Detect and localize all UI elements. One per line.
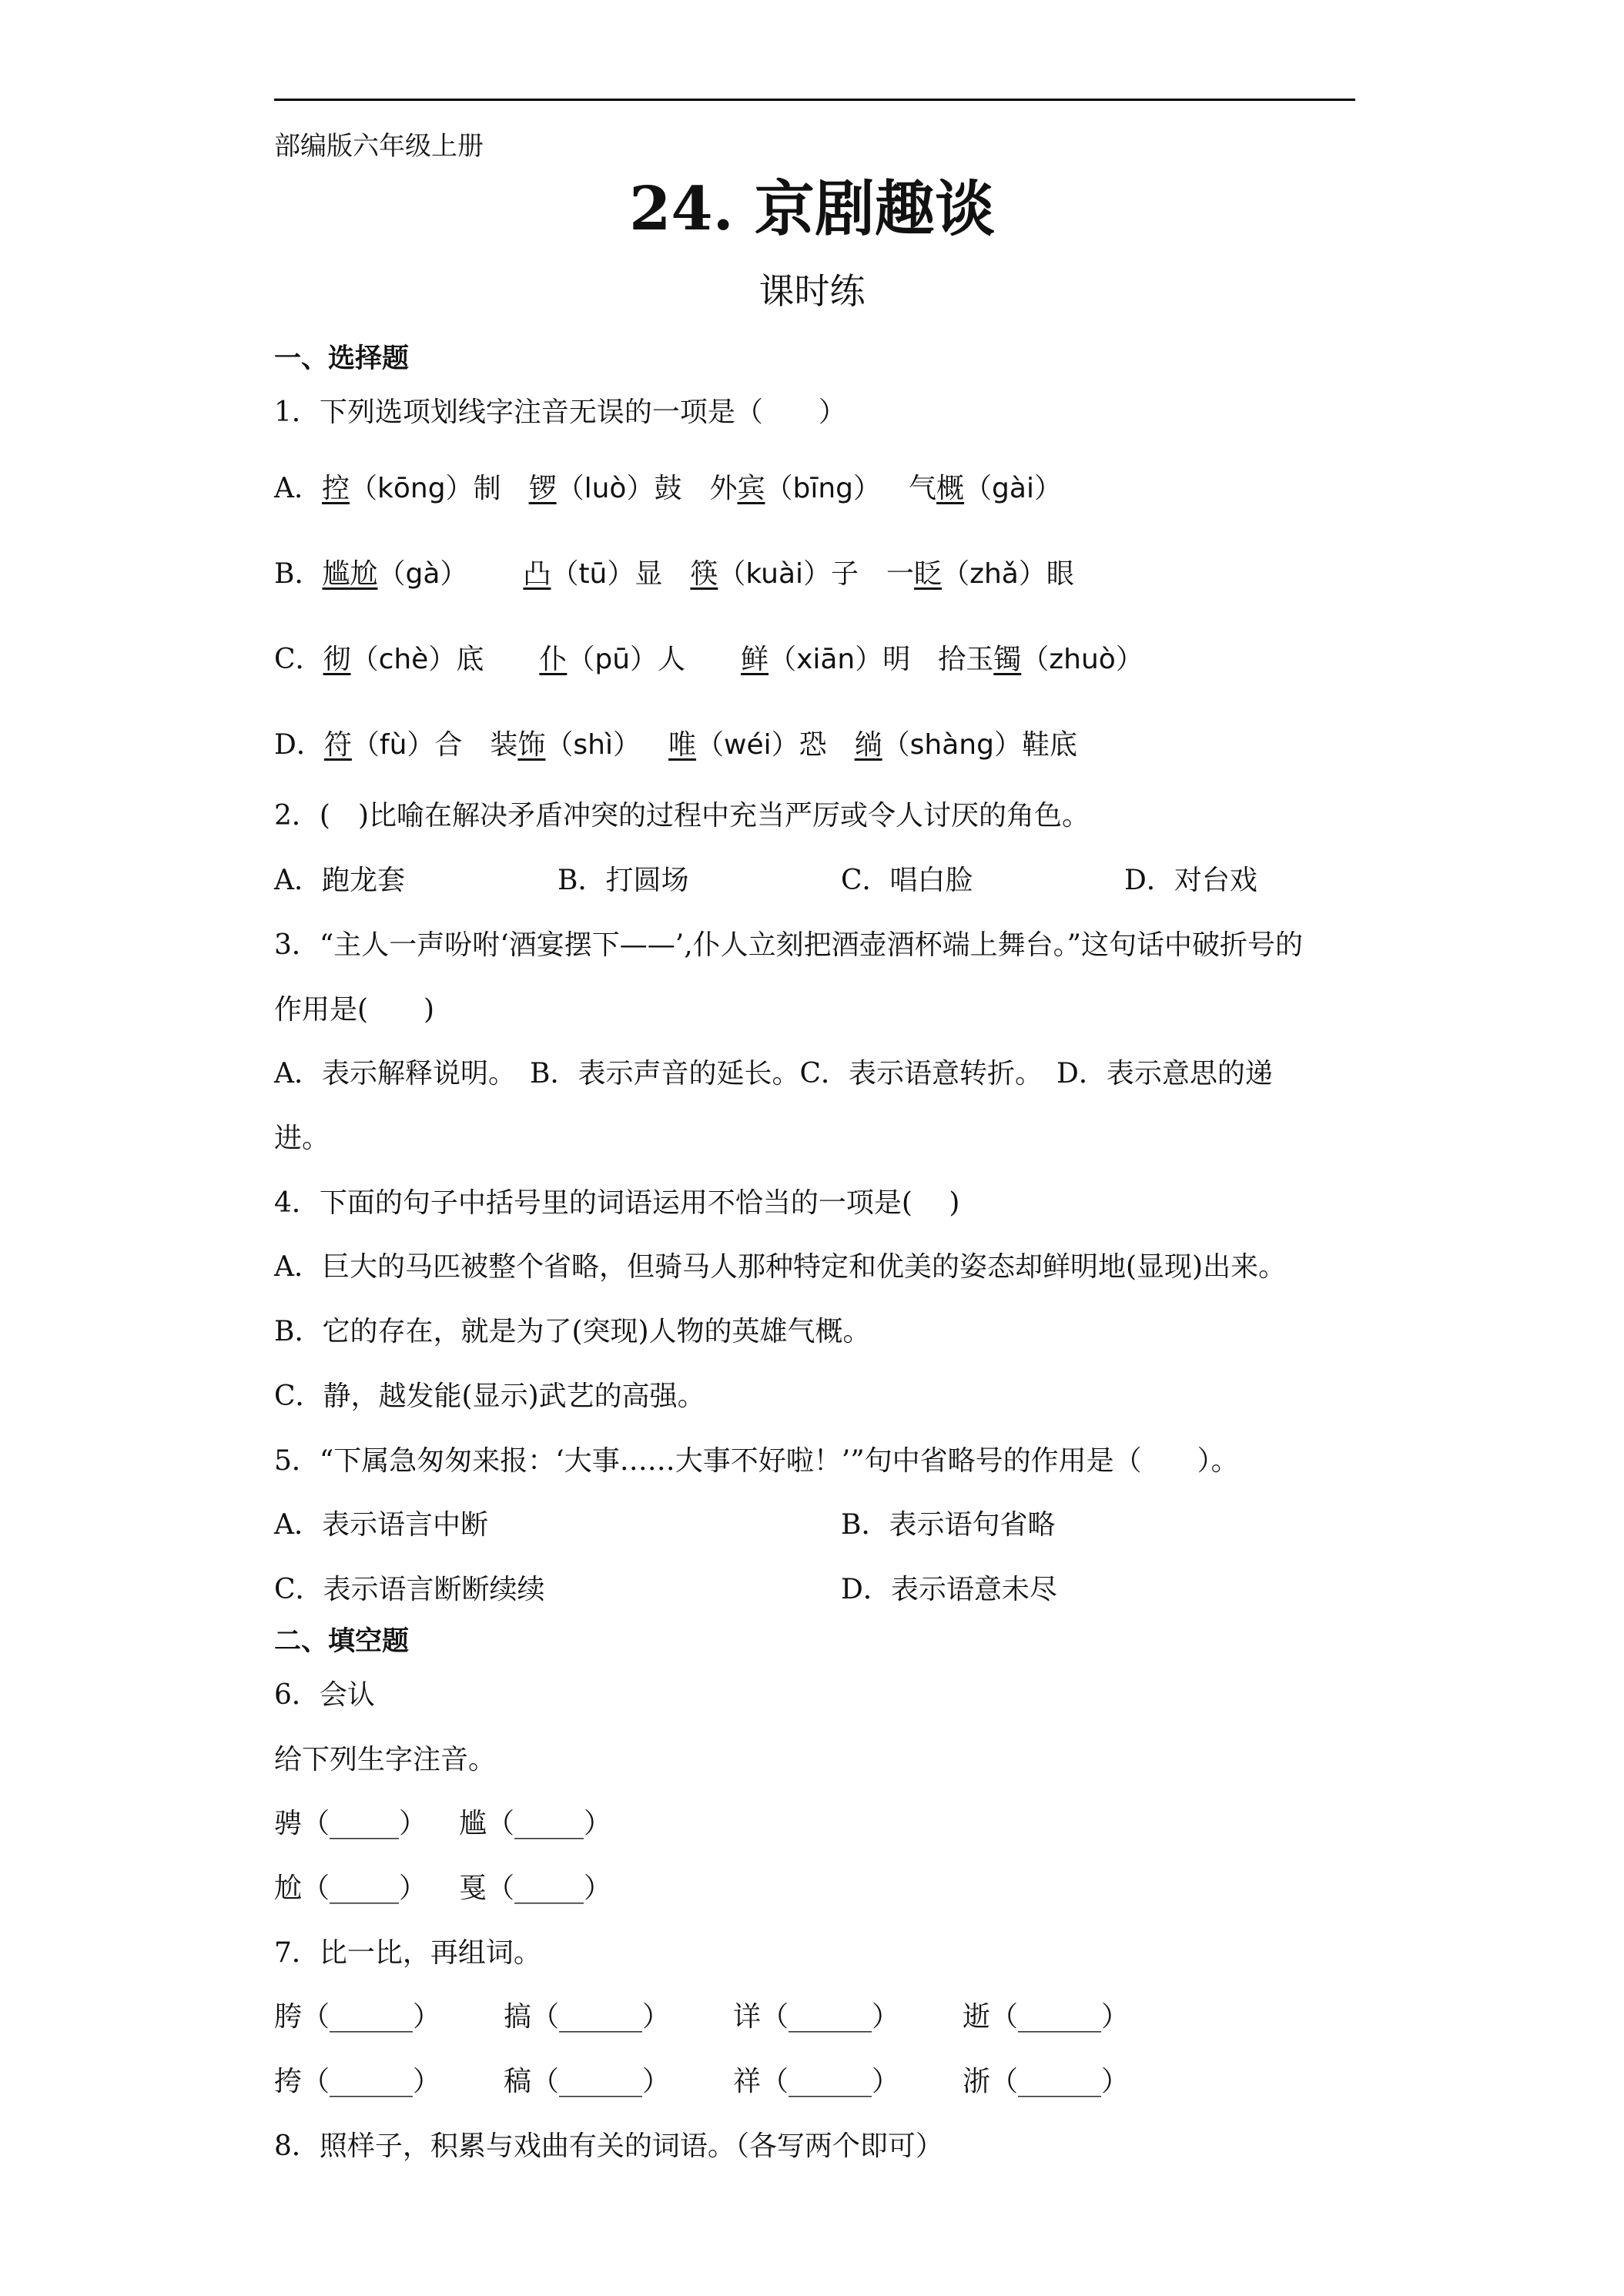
- option-label: B．: [274, 558, 323, 590]
- question-1-option-c: [274, 643, 1143, 677]
- underlined-char: 彻: [323, 644, 351, 675]
- pinyin: （kōng）: [350, 473, 474, 504]
- option-label: C．: [274, 644, 323, 675]
- pinyin: （pū）: [567, 644, 658, 675]
- underlined-char: 凸: [523, 558, 551, 590]
- pinyin: （zhuò）: [1021, 644, 1143, 675]
- question-4-option-a: A．巨大的马匹被整个省略，但骑马人那种特定和优美的姿态却鲜明地(显现)出来。: [274, 1251, 1287, 1283]
- question-2-option-c: C．唱白脸: [841, 865, 973, 896]
- option-text: 显: [635, 558, 691, 590]
- question-2-option-b: B．打圆场: [558, 865, 689, 896]
- pinyin: （tū）: [551, 558, 635, 590]
- question-3-options: A．表示解释说明。 B．表示声音的延长。C．表示语意转折。 D．表示意思的递: [274, 1058, 1273, 1089]
- underlined-char: 宾: [737, 473, 765, 504]
- question-5-option-a: A．表示语言中断: [274, 1509, 488, 1541]
- question-7-stem: 7．比一比，再组词。: [274, 1937, 541, 1969]
- underlined-char: 控: [322, 473, 350, 504]
- question-5-option-c: C．表示语言断断续续: [274, 1574, 545, 1605]
- option-text: 鞋底: [1021, 729, 1077, 761]
- underlined-char: 仆: [539, 644, 568, 675]
- option-label: D．: [274, 729, 324, 761]
- question-3-stem: 3．“主人一声吩咐‘酒宴摆下——’,仆人立刻把酒壶酒杯端上舞台。”这句话中破折号的: [274, 929, 1304, 961]
- underlined-char: 筷: [690, 558, 718, 590]
- option-text: 人: [658, 644, 742, 675]
- pinyin: （fù）: [351, 729, 435, 761]
- question-5-stem: 5．“下属急匆匆来报：‘大事……大事不好啦！’”句中省略号的作用是（ ）。: [274, 1445, 1239, 1477]
- question-4-option-c: C．静，越发能(显示)武艺的高强。: [274, 1381, 705, 1412]
- underlined-char: 概: [936, 473, 965, 504]
- question-5-option-d: D．表示语意未尽: [841, 1574, 1057, 1605]
- question-2-option-d: D．对台戏: [1124, 865, 1257, 896]
- question-5-option-b: B．表示语句省略: [841, 1509, 1056, 1541]
- question-6-instruction: 给下列生字注音。: [274, 1744, 497, 1776]
- pinyin: （bīng）: [765, 473, 882, 504]
- pinyin: （wéi）: [696, 729, 799, 761]
- question-6-blank[interactable]: 戛（_____）: [459, 1873, 612, 1904]
- underlined-char: 锣: [528, 473, 557, 504]
- underlined-char: 镯: [993, 644, 1022, 675]
- question-1-option-a: [274, 472, 1062, 506]
- option-label: A．: [274, 473, 322, 504]
- pinyin: （shì）: [545, 729, 641, 761]
- pinyin: （luò）: [556, 473, 655, 504]
- book-label: 部编版六年级上册: [274, 131, 484, 162]
- option-text: [641, 728, 668, 762]
- page-title: 24. 京剧趣谈: [629, 174, 995, 244]
- question-4-option-b: B．它的存在，就是为了(突现)人物的英雄气概。: [274, 1316, 871, 1347]
- underlined-char: 尴尬: [322, 558, 378, 590]
- pinyin: （gài）: [964, 473, 1062, 504]
- option-text: 制: [473, 473, 529, 504]
- section-heading-choice: 一、选择题: [274, 343, 410, 374]
- underlined-char: 鲜: [741, 644, 769, 675]
- option-text: [467, 557, 523, 591]
- underlined-char: 符: [323, 729, 352, 761]
- question-4-stem: 4．下面的句子中括号里的词语运用不恰当的一项是( ): [274, 1187, 960, 1219]
- pinyin: （kuài）: [718, 558, 832, 590]
- option-text: 恐: [799, 729, 855, 761]
- underlined-char: 饰: [517, 729, 546, 761]
- question-7-blank[interactable]: 祥（______）: [733, 2066, 900, 2097]
- question-7-blank[interactable]: 详（______）: [733, 2001, 900, 2033]
- question-7-blank[interactable]: 胯（______）: [274, 2001, 441, 2033]
- underlined-char: 唯: [668, 729, 697, 761]
- pinyin: （chè）: [350, 644, 457, 675]
- question-7-blank[interactable]: 搞（______）: [504, 2001, 671, 2033]
- question-6-blank[interactable]: 骋（_____）: [274, 1808, 427, 1839]
- question-7-blank[interactable]: 稿（______）: [504, 2066, 671, 2097]
- question-3-stem-continued: 作用是( ): [274, 994, 435, 1026]
- question-2-option-a: A．跑龙套: [274, 865, 405, 896]
- option-text: 气: [881, 473, 937, 504]
- question-8-stem: 8．照样子，积累与戏曲有关的词语。（各写两个即可）: [274, 2130, 943, 2162]
- underlined-char: 眨: [914, 558, 943, 590]
- question-7-blank[interactable]: 逝（______）: [963, 2001, 1130, 2033]
- page-subtitle: 课时练: [758, 270, 866, 312]
- option-text: 眼: [1046, 558, 1074, 590]
- question-1-option-b: [274, 557, 1074, 591]
- option-text: 鼓 外: [654, 473, 738, 504]
- question-2-stem: 2．( )比喻在解决矛盾冲突的过程中充当严厉或令人讨厌的角色。: [274, 800, 1090, 832]
- question-6-blank[interactable]: 尴（_____）: [459, 1808, 612, 1839]
- question-6-blank[interactable]: 尬（_____）: [274, 1873, 427, 1904]
- underlined-char: 绱: [854, 729, 882, 761]
- pinyin: （xiān）: [768, 644, 883, 675]
- question-7-blank[interactable]: 浙（______）: [963, 2066, 1130, 2097]
- option-text: 明 拾玉: [882, 644, 994, 675]
- question-3-options-continued: 进。: [274, 1123, 330, 1154]
- question-1-option-d: [274, 728, 1077, 762]
- section-heading-fill: 二、填空题: [274, 1626, 410, 1657]
- option-text: 子 一: [831, 558, 915, 590]
- question-6-stem: 6．会认: [274, 1679, 375, 1711]
- pinyin: （shàng）: [882, 729, 1022, 761]
- question-1-stem: 1．下列选项划线字注音无误的一项是（ ）: [274, 397, 846, 428]
- option-text: 合 装: [434, 729, 518, 761]
- pinyin: （zhǎ）: [942, 558, 1046, 590]
- option-text: 底: [456, 644, 540, 675]
- header-rule: [274, 99, 1355, 101]
- pinyin: （gà）: [377, 558, 468, 590]
- question-7-blank[interactable]: 挎（______）: [274, 2066, 441, 2097]
